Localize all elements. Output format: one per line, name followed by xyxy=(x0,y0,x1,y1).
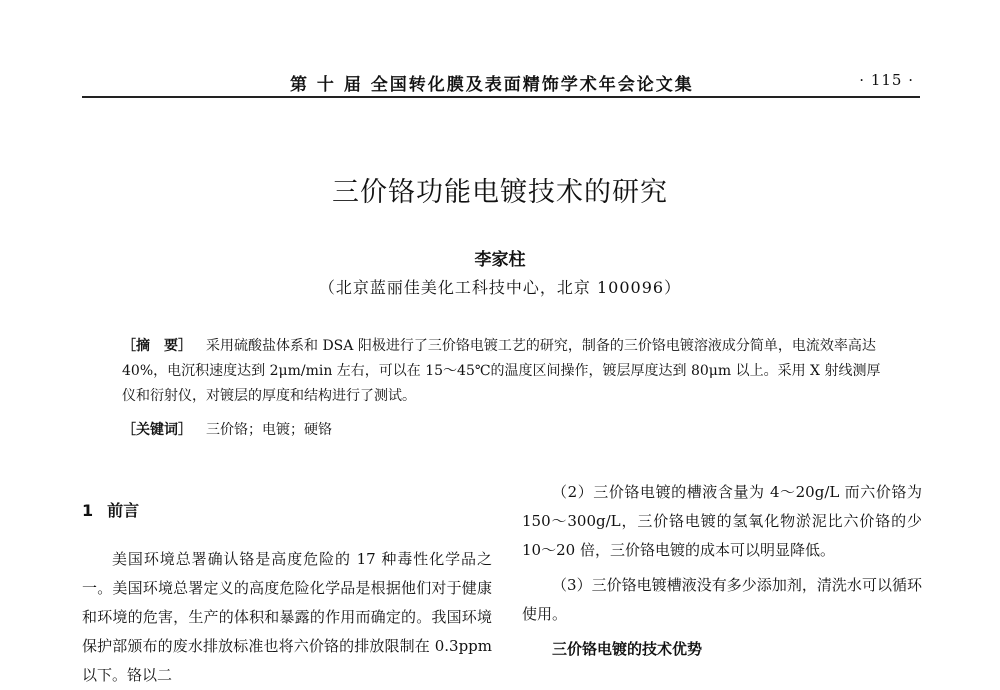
author-name: 李家柱 xyxy=(474,250,526,270)
section-title: 前言 xyxy=(107,501,140,520)
keywords-label: ［关键词］ xyxy=(122,422,192,438)
paper-title: 三价铬功能电镀技术的研究 xyxy=(332,177,668,208)
author-affiliation: （北京蓝丽佳美化工科技中心，北京 100096） xyxy=(318,278,682,297)
section-heading xyxy=(82,496,492,525)
abstract-paragraph xyxy=(122,334,882,409)
keywords-text: 三价铬；电镀；硬铬 xyxy=(206,422,332,438)
page-number: · 115 · xyxy=(859,71,914,89)
keywords xyxy=(122,419,332,439)
intro-paragraph: 美国环境总署确认铬是高度危险的 17 种毒性化学品之一。美国环境总署定义的高度危险化学品是根据他们对于健康和环境的危害，生产的体积和暴露的作用而确定的。我国环境保护部颁布的废水排放标准也将六价铬的排放限制在 0.3ppm 以下。铬以二 xyxy=(82,550,492,684)
left-column xyxy=(82,496,492,690)
subsection-heading: 三价铬电镀的技术优势 xyxy=(552,640,703,658)
paragraph-item-3: （3）三价铬电镀槽液没有多少添加剂，清洗水可以循环使用。 xyxy=(522,576,922,623)
right-column xyxy=(522,478,922,664)
section-number: 1 xyxy=(82,501,94,520)
paragraph-item-2: （2）三价铬电镀的槽液含量为 4～20g/L 而六价铬为 150～300g/L，三价铬电镀的氢氧化物淤泥比六价铬的少 10～20 倍，三价铬电镀的成本可以明显降低。 xyxy=(522,483,922,559)
abstract xyxy=(122,334,882,409)
running-title: 第 十 届 全国转化膜及表面精饰学术年会论文集 xyxy=(290,75,694,95)
abstract-text: 采用硫酸盐体系和 DSA 阳极进行了三价铬电镀工艺的研究，制备的三价铬电镀溶液成分简单，电流效率高达 40%，电沉积速度达到 2μm/min 左右，可以在 15～45℃的温度区间操作，镀层厚度达到 80μm 以上。采用 X 射线测厚仪和衍射仪，对镀层的厚度和结构进行了测试。 xyxy=(122,338,881,404)
abstract-label: ［摘 要］ xyxy=(122,338,192,354)
running-header xyxy=(82,68,920,98)
